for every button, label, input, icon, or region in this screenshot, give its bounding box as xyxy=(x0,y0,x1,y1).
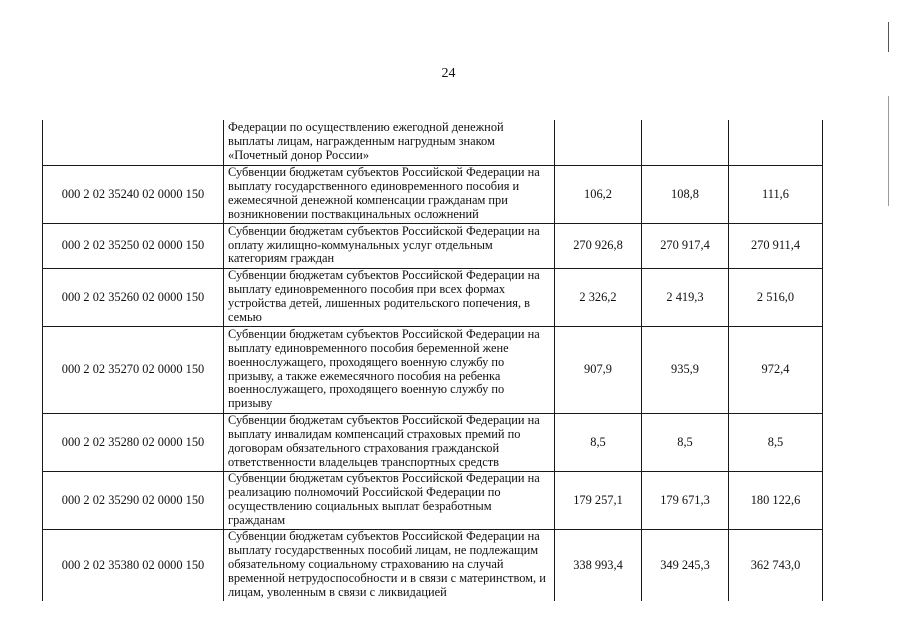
description-cell: Субвенции бюджетам субъектов Российской Федерации на выплату государственных пособий лицам, не подлежащим обязательному социальному страхованию на случай временной нетрудоспособности и в связи с материнством, и лицам, уволенным в связи с ликвидацией xyxy=(224,529,555,601)
value-year3-cell: 111,6 xyxy=(729,165,823,223)
value-year1-cell xyxy=(555,120,642,165)
value-year3-cell xyxy=(729,120,823,165)
scan-edge-mark xyxy=(888,22,889,52)
value-year1-cell: 2 326,2 xyxy=(555,268,642,326)
description-cell: Субвенции бюджетам субъектов Российской Федерации на выплату инвалидам компенсаций страховых премий по договорам обязательного страхования гражданской ответственности владельцев транспортных средств xyxy=(224,413,555,471)
table-row xyxy=(43,120,823,165)
description-cell: Федерации по осуществлению ежегодной денежной выплаты лицам, награжденным нагрудным знаком «Почетный донор России» xyxy=(224,120,555,165)
description-cell: Субвенции бюджетам субъектов Российской Федерации на выплату государственного единовременного пособия и ежемесячной денежной компенсации гражданам при возникновении поствакцинальных осложнений xyxy=(224,165,555,223)
value-year2-cell: 108,8 xyxy=(642,165,729,223)
budget-code-cell: 000 2 02 35260 02 0000 150 xyxy=(43,268,224,326)
description-cell: Субвенции бюджетам субъектов Российской Федерации на выплату единовременного пособия беременной жене военнослужащего, проходящего военную службу по призыву, а также ежемесячного пособия на ребенка военнослужащего, проходящего военную службу по призыву xyxy=(224,326,555,413)
budget-code-cell: 000 2 02 35250 02 0000 150 xyxy=(43,223,224,268)
value-year2-cell xyxy=(642,120,729,165)
value-year2-cell: 349 245,3 xyxy=(642,529,729,601)
value-year3-cell: 8,5 xyxy=(729,413,823,471)
description-cell: Субвенции бюджетам субъектов Российской Федерации на оплату жилищно-коммунальных услуг отдельным категориям граждан xyxy=(224,223,555,268)
description-cell: Субвенции бюджетам субъектов Российской Федерации на реализацию полномочий Российской Федерации по осуществлению социальных выплат безработным гражданам xyxy=(224,471,555,529)
table-row xyxy=(43,413,823,471)
value-year2-cell: 270 917,4 xyxy=(642,223,729,268)
budget-code-cell: 000 2 02 35290 02 0000 150 xyxy=(43,471,224,529)
budget-code-cell: 000 2 02 35240 02 0000 150 xyxy=(43,165,224,223)
table-row xyxy=(43,165,823,223)
value-year2-cell: 2 419,3 xyxy=(642,268,729,326)
value-year3-cell: 270 911,4 xyxy=(729,223,823,268)
scan-edge-mark xyxy=(888,96,889,206)
table-row xyxy=(43,268,823,326)
table-row xyxy=(43,326,823,413)
value-year1-cell: 8,5 xyxy=(555,413,642,471)
value-year3-cell: 180 122,6 xyxy=(729,471,823,529)
table-row xyxy=(43,223,823,268)
value-year1-cell: 270 926,8 xyxy=(555,223,642,268)
budget-code-cell xyxy=(43,120,224,165)
value-year1-cell: 179 257,1 xyxy=(555,471,642,529)
table-row xyxy=(43,471,823,529)
budget-code-cell: 000 2 02 35380 02 0000 150 xyxy=(43,529,224,601)
value-year3-cell: 2 516,0 xyxy=(729,268,823,326)
table-row xyxy=(43,529,823,601)
value-year1-cell: 338 993,4 xyxy=(555,529,642,601)
budget-code-cell: 000 2 02 35270 02 0000 150 xyxy=(43,326,224,413)
budget-code-cell: 000 2 02 35280 02 0000 150 xyxy=(43,413,224,471)
value-year2-cell: 8,5 xyxy=(642,413,729,471)
page-number: 24 xyxy=(441,66,456,81)
value-year3-cell: 362 743,0 xyxy=(729,529,823,601)
value-year1-cell: 907,9 xyxy=(555,326,642,413)
value-year2-cell: 935,9 xyxy=(642,326,729,413)
budget-table xyxy=(42,120,823,601)
value-year2-cell: 179 671,3 xyxy=(642,471,729,529)
value-year1-cell: 106,2 xyxy=(555,165,642,223)
description-cell: Субвенции бюджетам субъектов Российской Федерации на выплату единовременного пособия при всех формах устройства детей, лишенных родительского попечения, в семью xyxy=(224,268,555,326)
value-year3-cell: 972,4 xyxy=(729,326,823,413)
